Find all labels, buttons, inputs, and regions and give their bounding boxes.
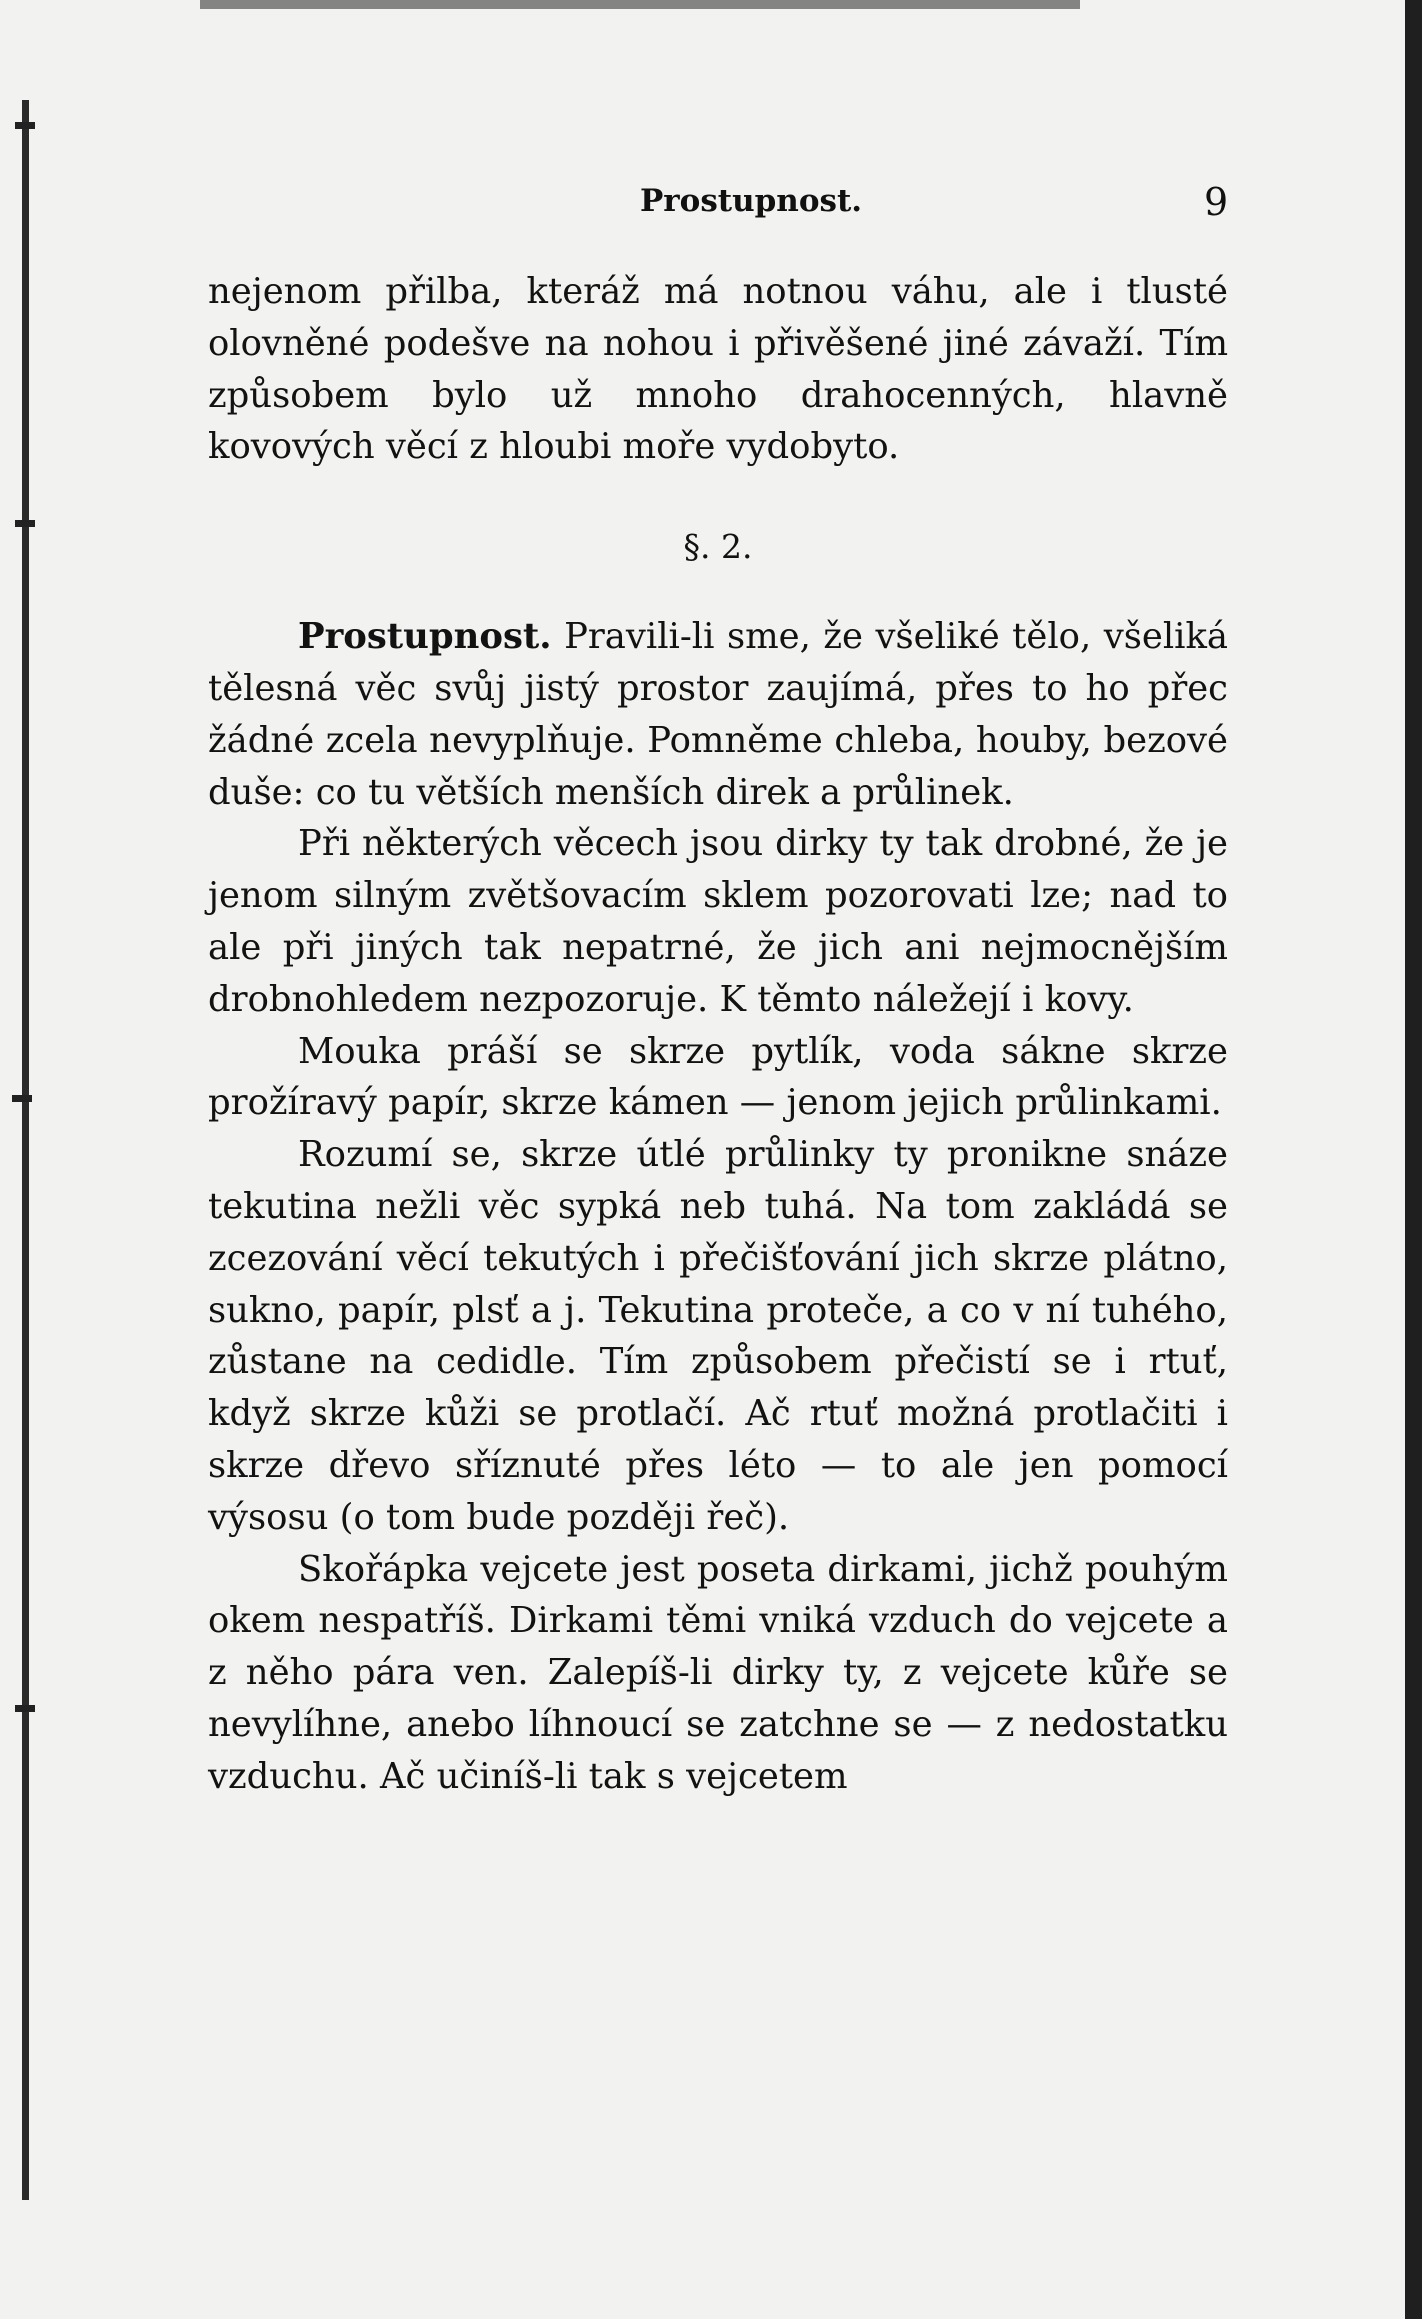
binding-edge [22,100,29,2200]
paragraph: Rozumí se, skrze útlé průlinky ty pronikne snáze tekutina nežli věc sypká neb tuhá. Na tom zakládá se zcezování věcí tekutých i přečišťování jich skrze plátno, sukno, papír, plsť a j. Tekutina proteče, a co v ní tuhého, zůstane na cedidle. Tím způsobem přečistí se i rtuť, když skrze kůži se protlačí. Ač rtuť možná protlačiti i skrze dřevo sříznuté přes léto — to ale jen pomocí výsosu (o tom bude později řeč). [208,1134,1228,1538]
continuation-paragraph: nejenom přilba, kteráž má notnou váhu, ale i tlusté olovněné podešve na nohou i přivěšené jiné závaží. Tím způsobem bylo už mnoho drahocenných, hlavně kovových věcí z hloubi moře vydobyto. [208,271,1228,468]
term-heading: Prostupnost. [298,616,552,658]
page-number: 9 [1204,180,1229,224]
paragraph: Skořápka vejcete jest poseta dirkami, jichž pouhým okem nespatříš. Dirkami těmi vniká vzduch do vejcete a z něho pára ven. Zalepíš-li dirky ty, z vejcete kůře se nevylíhne, anebo líhnoucí se zatchne se — z nedostatku vzduchu. Ač učiníš-li tak s vejcetem [208,1548,1228,1797]
binding-mark [15,1705,35,1712]
body-text [208,266,1228,1803]
paragraph-prostupnost [208,611,1228,818]
paragraph-text: Pravili-li sme, že všeliké tělo, všeliká tělesná věc svůj jistý prostor zaujímá, přes to ho přec žádné zcela nevyplňuje. Pomněme chleba, houby, bezové duše: co tu větších menších direk a průlinek. [208,616,1228,813]
paragraph: Mouka práší se skrze pytlík, voda sákne skrze prožíravý papír, skrze kámen — jenom jejich průlinkami. [208,1030,1228,1124]
page-top-edge-shadow [200,0,1080,9]
binding-mark [15,520,35,527]
binding-mark [12,1095,32,1102]
section-heading: §. 2. [683,527,753,567]
running-head: Prostupnost. [640,183,863,219]
paragraph: Při některých věcech jsou dirky ty tak drobné, že je jenom silným zvětšovacím sklem pozorovati lze; nad to ale při jiných tak nepatrné, že jich ani nejmocnějším drobnohledem nezpozoruje. K těmto náležejí i kovy. [208,823,1228,1020]
binding-mark [15,122,35,129]
